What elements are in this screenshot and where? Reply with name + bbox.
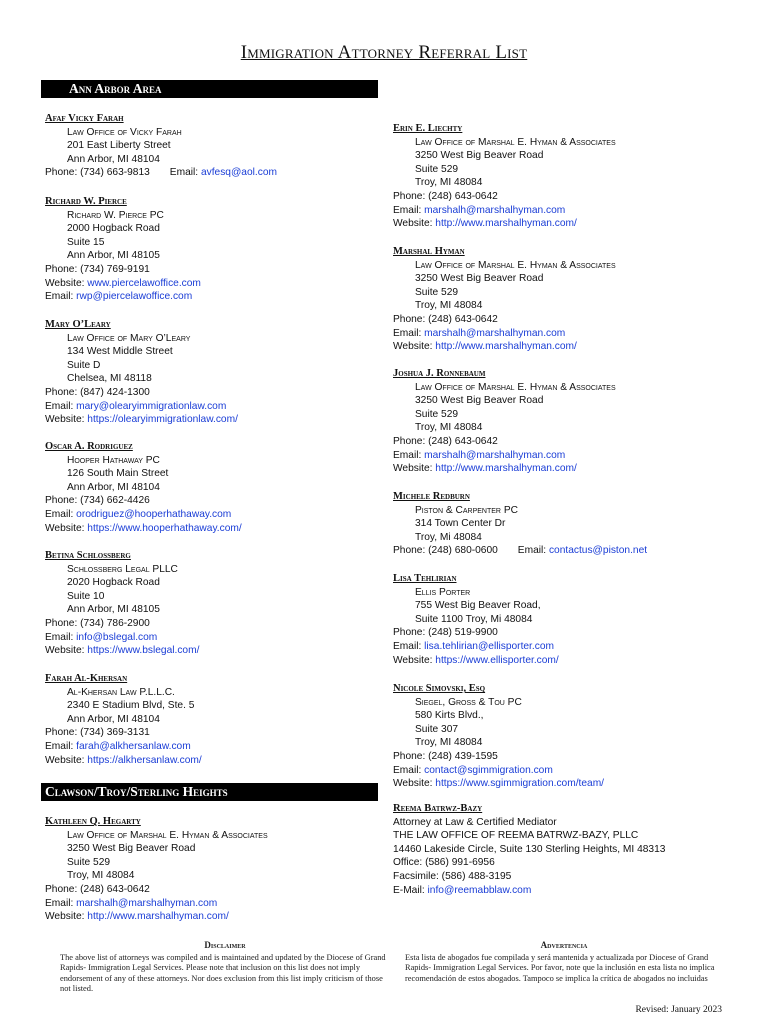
- attorney-entry: [45, 195, 201, 304]
- address-line: Suite 10: [67, 590, 105, 602]
- address-line: 2020 Hogback Road: [67, 577, 160, 589]
- email-label: Email:: [393, 204, 422, 216]
- phone: Phone: (248) 439-1595: [393, 750, 498, 762]
- attorney-entry: [393, 572, 559, 667]
- advertencia: [405, 940, 723, 984]
- address-line: Troy, Mi 48084: [415, 531, 482, 543]
- website-label: Website:: [393, 654, 433, 666]
- email-link[interactable]: farah@alkhersanlaw.com: [76, 740, 191, 752]
- attorney-name: Richard W. Pierce: [45, 196, 127, 207]
- phone: Phone: (734) 786-2900: [45, 617, 150, 629]
- attorney-name: Reema Batrwz-Bazy: [393, 803, 483, 814]
- email-link[interactable]: contactus@piston.net: [548, 545, 648, 557]
- email-link[interactable]: mary@olearyimmigrationlaw.com: [76, 400, 227, 412]
- phone: Phone: (734) 769-9191: [45, 263, 150, 275]
- website-link[interactable]: https://www.ellisporter.com/: [435, 654, 559, 666]
- phone: Phone: (248) 680-0600: [393, 545, 498, 557]
- attorney-entry: [393, 245, 616, 354]
- attorney-name: Mary O’Leary: [45, 319, 111, 330]
- email-label: Email:: [45, 508, 74, 520]
- attorney-name: Kathleen Q. Hegarty: [45, 816, 141, 827]
- address-line: Suite 1100 Troy, Mi 48084: [415, 613, 533, 625]
- address-line: Suite 529: [415, 286, 459, 298]
- website-label: Website:: [393, 218, 433, 230]
- email-link[interactable]: avfesq@aol.com: [200, 167, 277, 179]
- section-heading-clawson-troy: Clawson/Troy/Sterling Heights: [41, 783, 378, 801]
- attorney-entry: [393, 490, 647, 558]
- firm-name: Law Office of Marshal E. Hyman & Associates: [415, 381, 616, 393]
- advertencia-text: Esta lista de abogados fue compilada y será mantenida y actualizada por Diocese of Grand Rapids- Immigration Legal Services. Por favor, note que la inclusión en esta lista no implica recomendación de estos abogados. Tampoco se implica la crítica de abogados no incluidas: [405, 953, 715, 983]
- revised-date: Revised: January 2023: [635, 1005, 722, 1015]
- address-line: 134 West Middle Street: [67, 346, 173, 358]
- address-line: Suite 529: [67, 856, 111, 868]
- phone: Phone: (734) 369-3131: [45, 727, 150, 739]
- attorney-name: Marshal Hyman: [393, 246, 465, 257]
- phone: Phone: (734) 662-4426: [45, 495, 150, 507]
- email-label: Email:: [45, 400, 74, 412]
- website-link[interactable]: https://www.bslegal.com/: [87, 645, 200, 657]
- reema-line: Attorney at Law & Certified Mediator: [393, 816, 557, 828]
- firm-name: Piston & Carpenter PC: [415, 504, 518, 516]
- phone: Phone: (847) 424-1300: [45, 386, 150, 398]
- address-line: Suite 529: [415, 408, 459, 420]
- reema-line: THE LAW OFFICE OF REEMA BATRWZ-BAZY, PLLC: [393, 830, 639, 842]
- address-line: Suite D: [67, 359, 101, 371]
- attorney-name: Oscar A. Rodriguez: [45, 441, 133, 452]
- address-line: Ann Arbor, MI 48105: [67, 604, 160, 616]
- attorney-name: Nicole Simovski, Esq: [393, 683, 486, 694]
- website-link[interactable]: http://www.marshalhyman.com/: [87, 911, 229, 923]
- address-line: Troy, MI 48084: [415, 300, 483, 312]
- email-label: Email:: [45, 291, 74, 303]
- address-line: 3250 West Big Beaver Road: [415, 273, 544, 285]
- firm-name: Hooper Hathaway PC: [67, 454, 160, 466]
- firm-name: Richard W. Pierce PC: [67, 209, 164, 221]
- address-line: 3250 West Big Beaver Road: [415, 395, 544, 407]
- website-label: Website:: [45, 522, 85, 534]
- email-link[interactable]: marshalh@marshalhyman.com: [424, 327, 566, 339]
- firm-name: Law Office of Marshal E. Hyman & Associates: [67, 829, 268, 841]
- website-link[interactable]: http://www.marshalhyman.com/: [435, 463, 577, 475]
- address-line: Troy, MI 48084: [415, 177, 483, 189]
- address-line: 2000 Hogback Road: [67, 223, 160, 235]
- website-link[interactable]: http://www.marshalhyman.com/: [435, 341, 577, 353]
- email-label: Email:: [169, 167, 199, 179]
- phone: Phone: (248) 643-0642: [393, 190, 498, 202]
- address-line: 314 Town Center Dr: [415, 518, 506, 530]
- attorney-entry: [45, 112, 277, 180]
- disclaimer-heading: Disclaimer: [204, 940, 246, 950]
- website-link[interactable]: https://www.hooperhathaway.com/: [87, 522, 242, 534]
- address-line: 201 East Liberty Street: [67, 140, 171, 152]
- website-label: Website:: [45, 911, 85, 923]
- phone: Phone: (248) 643-0642: [393, 435, 498, 447]
- address-line: Ann Arbor, MI 48104: [67, 153, 160, 165]
- website-link[interactable]: https://olearyimmigrationlaw.com/: [87, 414, 238, 426]
- address-line: Ann Arbor, MI 48105: [67, 250, 160, 262]
- website-link[interactable]: http://www.marshalhyman.com/: [435, 218, 577, 230]
- section-heading-ann-arbor: Ann Arbor Area: [41, 80, 378, 98]
- attorney-name: Farah Al-Khersan: [45, 673, 128, 684]
- website-label: Website:: [45, 414, 85, 426]
- disclaimer-text: The above list of attorneys was compiled and is maintained and updated by the Diocese of Grand Rapids- Immigration Legal Services. Please note that inclusion on this list does not imply endorsement of any of these attorneys. Nor does exclusion from this list imply criticism of those not listed.: [60, 953, 386, 993]
- attorney-entry: [393, 367, 616, 476]
- attorney-name: Lisa Tehlirian: [393, 573, 457, 584]
- page-title: Immigration Attorney Referral List: [240, 42, 528, 63]
- address-line: Ann Arbor, MI 48104: [67, 713, 160, 725]
- website-label: Website:: [45, 277, 85, 289]
- phone: Phone: (248) 643-0642: [393, 313, 498, 325]
- address-line: 580 Kirts Blvd.,: [415, 710, 484, 722]
- address-line: 755 West Big Beaver Road,: [415, 600, 541, 612]
- address-line: Troy, MI 48084: [67, 870, 135, 882]
- firm-name: Ellis Porter: [415, 586, 471, 598]
- website-link[interactable]: https://www.sgimmigration.com/team/: [435, 778, 605, 790]
- email-link[interactable]: marshalh@marshalhyman.com: [424, 204, 566, 216]
- address-line: Ann Arbor, MI 48104: [67, 481, 160, 493]
- website-label: Website:: [45, 645, 85, 657]
- email-label: Email:: [45, 897, 74, 909]
- disclaimer: [60, 940, 390, 994]
- attorney-name: Joshua J. Ronnebaum: [393, 368, 486, 379]
- email-link[interactable]: info@bslegal.com: [76, 631, 158, 643]
- email-label: Email:: [393, 764, 422, 776]
- address-line: Troy, MI 48084: [415, 422, 483, 434]
- email-label: Email:: [393, 449, 422, 461]
- address-line: 2340 E Stadium Blvd, Ste. 5: [67, 700, 195, 712]
- address-line: Chelsea, MI 48118: [67, 373, 152, 385]
- firm-name: Law Office of Marshal E. Hyman & Associates: [415, 136, 616, 148]
- email-link[interactable]: info@reemabblaw.com: [427, 884, 532, 896]
- email-link[interactable]: rwp@piercelawoffice.com: [76, 291, 193, 303]
- website-label: Website:: [393, 463, 433, 475]
- firm-name: Law Office of Marshal E. Hyman & Associates: [415, 259, 616, 271]
- email-label: Email:: [393, 327, 422, 339]
- firm-name: Siegel, Gross & Tou PC: [415, 696, 522, 708]
- email-link[interactable]: lisa.tehlirian@ellisporter.com: [424, 640, 554, 652]
- email-link[interactable]: contact@sgimmigration.com: [424, 764, 553, 776]
- attorney-name: Afaf Vicky Farah: [45, 113, 124, 124]
- address-line: Troy, MI 48084: [415, 737, 483, 749]
- firm-name: Schlossberg Legal PLLC: [67, 563, 178, 575]
- attorney-entry: [45, 549, 199, 658]
- attorney-entry: [393, 682, 604, 791]
- attorney-entry: [45, 440, 242, 535]
- email-label: Email:: [393, 640, 422, 652]
- reema-line: Facsimile: (586) 488-3195: [393, 870, 512, 882]
- email-link[interactable]: marshalh@marshalhyman.com: [76, 897, 218, 909]
- address-line: Suite 529: [415, 163, 459, 175]
- website-link[interactable]: www.piercelawoffice.com: [87, 277, 201, 289]
- email-label: Email:: [517, 545, 547, 557]
- firm-name: Law Office of Mary O’Leary: [67, 332, 191, 344]
- phone: Phone: (734) 663-9813: [45, 167, 150, 179]
- firm-name: Al-Khersan Law P.L.L.C.: [67, 686, 175, 698]
- address-line: 3250 West Big Beaver Road: [67, 843, 196, 855]
- attorney-name: Michele Redburn: [393, 491, 470, 502]
- address-line: 126 South Main Street: [67, 468, 169, 480]
- email-link[interactable]: marshalh@marshalhyman.com: [424, 449, 566, 461]
- attorney-entry: [45, 815, 268, 924]
- attorney-entry: [45, 318, 238, 427]
- phone: Phone: (248) 643-0642: [45, 883, 150, 895]
- website-label: Website:: [45, 754, 85, 766]
- address-line: 3250 West Big Beaver Road: [415, 150, 544, 162]
- attorney-entry-reema: [393, 802, 665, 897]
- address-line: Suite 15: [67, 236, 105, 248]
- email-label: E-Mail:: [393, 884, 425, 896]
- email-label: Email:: [45, 631, 74, 643]
- website-link[interactable]: https://alkhersanlaw.com/: [87, 754, 202, 766]
- website-label: Website:: [393, 778, 433, 790]
- firm-name: Law Office of Vicky Farah: [67, 126, 182, 138]
- address-line: Suite 307: [415, 723, 459, 735]
- phone: Phone: (248) 519-9900: [393, 627, 498, 639]
- attorney-entry: [45, 672, 202, 767]
- attorney-name: Betina Schlossberg: [45, 550, 131, 561]
- reema-line: Office: (586) 991-6956: [393, 857, 495, 869]
- attorney-name: Erin E. Liechty: [393, 123, 463, 134]
- attorney-entry: [393, 122, 616, 231]
- advertencia-heading: Advertencia: [540, 940, 588, 950]
- email-link[interactable]: orodriguez@hooperhathaway.com: [76, 508, 232, 520]
- website-label: Website:: [393, 341, 433, 353]
- reema-line: 14460 Lakeside Circle, Suite 130 Sterling Heights, MI 48313: [393, 843, 666, 855]
- email-label: Email:: [45, 740, 74, 752]
